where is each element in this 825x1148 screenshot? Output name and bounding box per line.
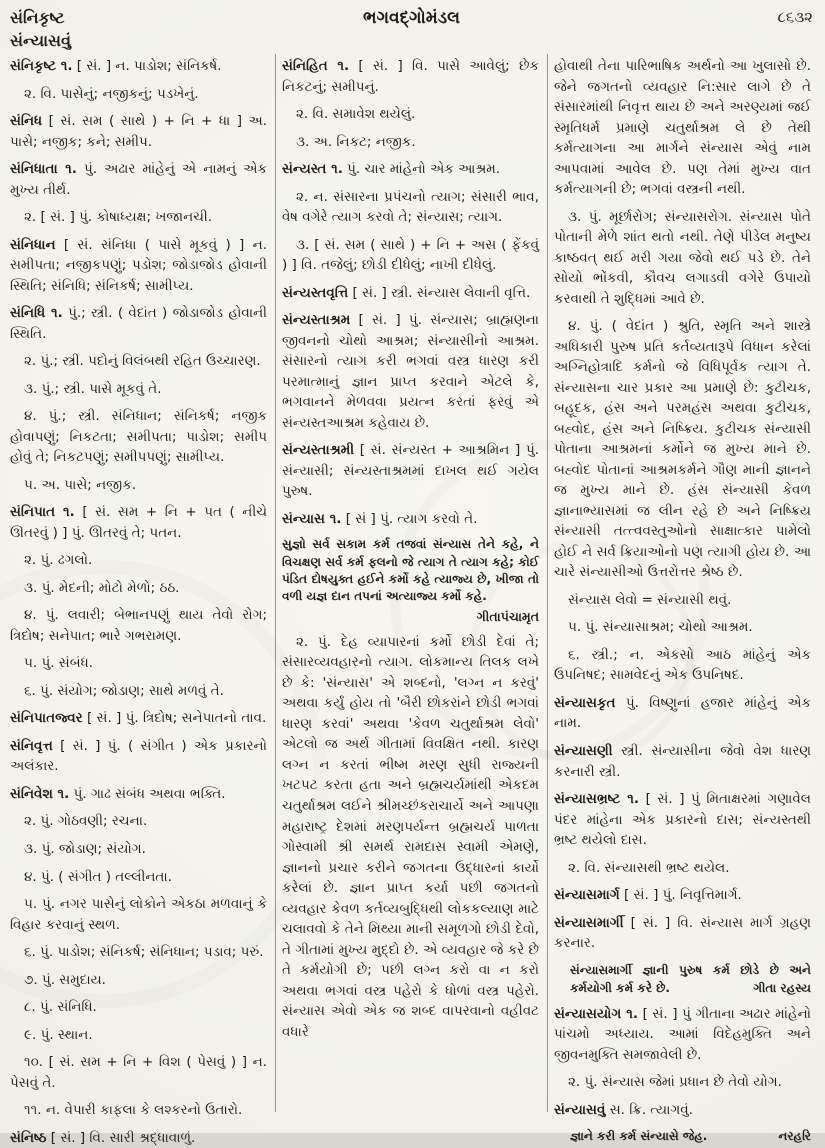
continuation-paragraph	[554, 56, 811, 200]
definition-text: ૩. પું. જોડાણ; સંયોગ.	[24, 840, 146, 857]
definition-text: ૩. અ. નિકટ; નજીક.	[296, 133, 416, 150]
headword: સંનિકૃષ્ટ ૧.	[10, 58, 73, 74]
headword: સંન્યાસભ્રષ્ટ ૧.	[554, 791, 639, 808]
headword: સંનિપાતજ્વર	[10, 710, 83, 727]
definition-text: ૨. વિ. સમાવેશ થયેલું.	[296, 106, 416, 123]
definition-text: [ સં. સંનિધા ( પાસે મૂકવું ) ] ન. સમીપતા; નજીકપણું; પડોશ; જોડાજોડ હોવાની સ્થિતિ; સંનિધિ; સંનિકર્ષ; સામીપ્ય.	[10, 236, 267, 294]
definition-text: ૧૧. ન. વેપારી કાફલા કે લશ્કરનો ઉતારો.	[24, 1102, 243, 1119]
dictionary-entry	[10, 159, 267, 200]
dictionary-entry	[282, 310, 539, 433]
sense-item	[282, 187, 539, 228]
sense-item	[10, 84, 267, 105]
headword: સંન્યસ્ત ૧.	[282, 161, 343, 178]
page-header	[0, 0, 825, 52]
headword: સંન્યાસકૃત	[554, 694, 616, 711]
inline-quote	[554, 1127, 811, 1145]
definition-text: ૨. વિ. પાસેનું; નજીકનું; પડખેનું.	[24, 85, 199, 102]
definition-text: જ્ઞાની પુરુષ કર્મ છોડે છે અને કર્મયોગી કર્મ કરે છે.	[570, 962, 811, 995]
dictionary-entry	[554, 1004, 811, 1066]
definition-text: ૨. પું. સંન્યાસ જેમાં પ્રધાન છે તેવો યોગ.	[568, 1074, 782, 1091]
verse-quote	[282, 536, 539, 606]
dictionary-entry	[282, 56, 539, 97]
definition-text: જ્ઞાને કરી કર્મ સંન્યાસે જેહ.	[570, 1129, 708, 1144]
headword: સંન્યાસમાર્ગી	[570, 962, 632, 977]
guide-word-first: સંનિકૃષ્ટ	[10, 8, 65, 27]
guide-words	[10, 6, 363, 52]
headword: સંન્યાસયોગ ૧.	[554, 1005, 639, 1022]
definition-text: ૨. ન. સંસારના પ્રપંચનો ત્યાગ; સંસારી ભાવ, વેષ વગેરે ત્યાગ કરવો તે; સંન્યાસ; ત્યાગ.	[282, 188, 539, 226]
book-title: ભગવદ્ગોમંડલ	[363, 8, 460, 28]
definition-text: ૩. પું.; સ્ત્રી. પાસે મૂકવું તે.	[24, 380, 162, 397]
guide-word-last: સંન્યાસવું	[10, 31, 71, 51]
sense-item	[10, 942, 267, 963]
dictionary-entry	[10, 502, 267, 543]
headword: સંનિષ્ઠ	[10, 1129, 47, 1146]
headword: સંનિહિત ૧.	[282, 58, 350, 74]
dictionary-entry	[554, 741, 811, 782]
dictionary-entry	[282, 440, 539, 502]
dictionary-entry	[282, 159, 539, 180]
definition-text: ૪. પું. લવારી; બેભાનપણું થાય તેવો રોગ; ત્રિદોષ; સનેપાત; ભારે ગભરામણ.	[10, 607, 267, 644]
definition-text: [ સં. સંન્યસ્ત + આશ્રમિન ] પું. સંન્યાસી; સંન્યસ્તાશ્રમમાં દાખલ થઈ ગયેલ પુરુષ.	[282, 442, 539, 500]
definition-text: ૨. પું. ગોઠવણી; રચના.	[24, 813, 148, 830]
headword: સંનિપાત ૧.	[10, 504, 75, 521]
sense-item	[10, 681, 267, 702]
headword: સંનિવેશ ૧.	[10, 785, 70, 802]
definition-text: સ્ત્રી. સંન્યાસીના જેવો વેશ ધારણ કરનારી સ્ત્રી.	[554, 742, 812, 780]
definition-text: ૨. [ સં. ] પું. કોષાધ્યક્ષ; ખજાનચી.	[24, 209, 213, 226]
definition-text: ૩. પું. મૂર્છારોગ; સંન્યાસરોગ. સંન્યાસ પોતે પોતાની મેળે શાંત થતો નથી. તેણે પીડેલ મનુષ્ય કાષ્ઠવત્ થઈ મરી ગયા જેવો થઈ પડે છે. તેને સોયો ભોંકવી, કૌવચ લગાડવી વગેરે ઉપાયો કરવાથી તે શુદ્ધિમાં આવે છે.	[554, 208, 811, 307]
text-columns	[0, 52, 825, 1146]
definition-text: સંન્યાસ લેવો = સંન્યાસી થવું.	[568, 591, 732, 608]
sense-item	[554, 1072, 811, 1093]
definition-text: પું.; સ્ત્રી. ( વેદાંત ) જોડાજોડ હોવાની સ્થિતિ.	[10, 305, 267, 342]
headword: સંન્યાસ ૧.	[282, 510, 342, 527]
citation-source: નરહરિ	[778, 1129, 811, 1144]
definition-text: ૫. અ. પાસે; નજીક.	[24, 476, 137, 493]
sense-item	[282, 132, 539, 153]
sense-item	[10, 1100, 267, 1121]
dictionary-entry	[554, 789, 811, 851]
idiom-line	[554, 590, 811, 611]
definition-text: સુજ્ઞો સર્વ સકામ કર્મ તજવાં સંન્યાસ તેને કહે, ને વિચક્ષણ સર્વ કર્મ ફલનો જે ત્યાગ તે ત્યાગ કહે; કોઈ પંડિત દોષયુક્ત હઈને કર્મો કહે ત્યાજ્ય છે, ખીજા તો વળી યજ્ઞ દાન તપનાં અત્યાજ્ય કર્મો કહે.	[282, 537, 539, 604]
sense-item	[10, 653, 267, 674]
sense-item	[554, 316, 811, 583]
headword: સંન્યાસણી	[554, 742, 613, 759]
headword: સંન્યસ્તવૃત્તિ	[282, 284, 349, 301]
definition-text: [ સં. ] પું. નિવૃત્તિમાર્ગ.	[624, 887, 742, 904]
headword: સંન્યાસમાર્ગ	[554, 887, 620, 904]
sense-item	[10, 605, 267, 646]
headword: સંન્યસ્તાશ્રમી	[282, 442, 355, 459]
definition-text: ૨. પું. દેહ વ્યાપારનાં કર્મો છોડી દેવાં તે; સંસારવ્યવહારનો ત્યાગ. લોકમાન્ય તિલક લખે છે કે: 'સંન્યાસ' એ શબ્દનો, 'લગ્ન ન કરવું' અથવા કર્યું હોય તો 'બૈરી છોકરાંને છોડી ભગવાં ધારણ કરવાં' અથવા 'કેવળ ચતુર્થાશ્રમ લેવો' એટલો જ અર્થ ગીતામાં વિવક્ષિત નથી. કારણ લગ્ન ન કરતાં ભીષ્મ મરણ સુધી રાજ્યની ખટપટ કરતા હતા અને બ્રહ્મચર્યમાંથી એકદમ ચતુર્થાશ્રમ લઈને શ્રીમચ્છંકરાચાર્યે અને આપણા મહારાષ્ટ્ર દેશમાં મરણપર્યન્ત બ્રહ્મચર્ય પાળતા ગોસ્વામી શ્રી સમર્થ રામદાસ સ્વામી એમણે, જ્ઞાનનો પ્રચાર કરીને જગતના ઉદ્ધારનાં કાર્યો કરેલાં છે. જ્ઞાન પ્રાપ્ત કર્યા પછી જગતનો વ્યવહાર કેવળ કર્તવ્યબુદ્ધિથી લોકકલ્યાણ માટે ચલાવવો કે તેને મિથ્યા માની સમૂળગો છોડી દેવો, તે ગીતામાં મુખ્ય મુદ્દો છે. એ વ્યવહાર જે કરે છે તે કર્મયોગી છે; પછી લગ્ન કરો વા ન કરો અથવા ભગવાં વસ્ત્ર પહેરો કે ધોળાં વસ્ત્ર પહેરો. સંન્યાસ એવો એક જ શબ્દ વાપરવાનો વહીવટ વધારે	[282, 633, 539, 1040]
headword: સંનિધ	[10, 113, 43, 130]
column-3	[547, 54, 819, 1144]
dictionary-entry	[282, 509, 539, 530]
sense-item	[10, 550, 267, 571]
column-1	[4, 54, 275, 1146]
headword: સંન્યસ્તાશ્રમ	[282, 312, 351, 329]
definition-text: ૩. [ સં. સમ ( સાથે ) + નિ + અસ ( ફેંકવું ) ] વિ. તજેલું; છોડી દીધેલું; નાખી દીધેલું.	[282, 236, 539, 274]
sense-item	[10, 578, 267, 599]
definition-text: ૬. પું. પાડોશ; સંનિકર્ષ; સંનિધાન; પડાવ; પરું.	[24, 944, 264, 961]
definition-text: સ. ક્રિ. ત્યાગવું.	[609, 1101, 693, 1118]
sense-item	[10, 997, 267, 1018]
definition-text: ૨. પું. ઢગલો.	[24, 552, 93, 569]
sense-item	[10, 406, 267, 468]
sense-item	[10, 894, 267, 935]
column-2	[275, 54, 547, 1112]
page-number: ૮૬૩૨	[777, 8, 813, 26]
dictionary-entry	[282, 283, 539, 304]
dictionary-entry	[10, 56, 267, 77]
dictionary-entry	[10, 736, 267, 777]
sense-item	[554, 645, 811, 686]
definition-text: [ સં. ] સ્ત્રી. સંન્યાસ લેવાની વૃત્તિ.	[352, 284, 531, 301]
sense-item	[282, 632, 539, 1042]
definition-text: [ સં. ] પું ગીતાના અઢાર માંહેનો પાંચમો અધ્યાય. આમાં વિદેહમુક્તિ અને જીવનમુક્તિ સમજાવેલી છે.	[554, 1005, 811, 1063]
sense-item	[554, 207, 811, 310]
headword: સંન્યાસવું	[554, 1101, 606, 1118]
dictionary-entry	[10, 303, 267, 344]
headword: સંનિવૃત્ત	[10, 737, 53, 754]
sense-item	[10, 1025, 267, 1046]
citation-line	[282, 607, 539, 626]
dictionary-entry	[10, 784, 267, 805]
sense-item	[282, 235, 539, 276]
definition-text: પું. ગાઢ સંબંધ અથવા ભક્તિ.	[73, 785, 226, 802]
definition-text: હોવાથી તેના પારિભાષિક અર્થનો આ ખુલાસો છે. જેને જગતનો વ્યવહાર નિ:સાર લાગે છે તે સંસારમાંથી નિવૃત્ત થાય છે અને અરણ્યમાં જઈ સ્મૃતિધર્મ પ્રમાણે ચતુર્થાશ્રમ લે છે તેથી કર્મત્યાગના આ માર્ગને સંન્યાસ એવું નામ આપવામાં આવેલ છે. પણ તેમાં મુખ્ય વાત કર્મત્યાગની છે; ભગવાં વસ્ત્રની નથી.	[554, 58, 811, 198]
inline-quote	[554, 961, 811, 997]
definition-text: [ સં. ] પું મિતાક્ષરમાં ગણાવેલ પંદર માંહેના એક પ્રકારનો દાસ; સંન્યસ્તથી ભ્રષ્ટ થયેલો દાસ.	[554, 791, 811, 849]
definition-text: [ સં. ] વિ. પાસે આવેલું; છેક નિકટનું; સમીપનું.	[282, 58, 539, 95]
definition-text: ૯. પું. સ્થાન.	[24, 1026, 93, 1043]
sense-item	[10, 867, 267, 888]
sense-item	[10, 475, 267, 496]
definition-text: ૭. પું. સમુદાય.	[24, 971, 106, 988]
definition-text: ૧૦. [ સં. સમ + નિ + વિશ ( પેસવું ) ] ન. પેસવું તે.	[10, 1054, 267, 1091]
definition-text: ૩. પું. મેદની; મોટો મેળો; ઠઠ.	[24, 579, 180, 596]
definition-text: પું. અઢાર માંહેનું એ નામનું એક મુખ્ય તીર્થ.	[10, 161, 268, 198]
sense-item	[554, 617, 811, 638]
sense-item	[554, 858, 811, 879]
definition-text: [ સં. ] વિ. સારી શ્રદ્ધાવાળું.	[50, 1129, 196, 1146]
sense-item	[10, 811, 267, 832]
sense-item	[10, 1052, 267, 1093]
headword: સંનિધાતા ૧.	[10, 161, 77, 178]
sense-item	[10, 839, 267, 860]
citation-source: ગીતા રહસ્ય	[753, 980, 811, 995]
definition-text: ૨. વિ. સંન્યાસથી ભ્રષ્ટ થયેલ.	[568, 859, 730, 876]
headword: સંન્યાસમાર્ગી	[554, 914, 624, 931]
definition-text: ૪. પું. ( સંગીત ) તલ્લીનતા.	[24, 868, 172, 885]
definition-text: ૪. પું. ( વેદાંત ) શ્રુતિ, સ્મૃતિ અને શાસ્ત્રે અધિકારી પુરુષ પ્રતિ કર્તવ્યતારૂપે વિધાન કરેલાં અગ્નિહોત્રાદિ કર્મનો જે વિધિપૂર્વક ત્યાગ તે. સંન્યાસના ચાર પ્રકાર આ પ્રમાણે છે: કુટીચક, બહૂદક, હંસ અને પરમહંસ અથવા કુટીચક, બહ્વોદ, હંસ અને નિષ્ક્રિય. કુટીચક સંન્યાસી પોતાના આશ્રમનાં કર્મોને જ મુખ્ય માને છે. બહ્વોદ પોતાનાં આશ્રમકર્મને ગૌણ માની જ્ઞાનને જ મુખ્ય માને છે. હંસ સંન્યાસી કેવળ જ્ઞાનાભ્યાસમાં જ લીન રહે છે અને નિષ્ક્રિય સંન્યાસી તત્ત્વવસ્તુઓનો સાક્ષાત્કાર પામેલો હોઈ ને સર્વ ક્રિયાઓનો પણ ત્યાગી હોય છે. આ ચારે સંન્યાસીઓ ઉત્તરોત્તર શ્રેષ્ઠ છે.	[554, 318, 811, 581]
definition-text: ૬. પું. સંયોગ; જોડાણ; સાથે મળવું તે.	[24, 682, 224, 699]
definition-text: પું. ચાર માંહેનો એક આશ્રમ.	[347, 161, 501, 178]
definition-text: પું. વિષ્ણુનાં હજાર માંહેનું એક નામ.	[554, 694, 811, 732]
dictionary-entry	[554, 885, 811, 906]
definition-text: ૬. સ્ત્રી.; ન. એકસો આઠ માંહેનું એક ઉપનિષદ; સામવેદનું એક ઉપનિષદ.	[554, 646, 811, 684]
definition-text: [ સં. સમ + નિ + પત ( નીચે ઊતરવું ) ] પું. ઊતરવું તે; પતન.	[10, 504, 268, 541]
dictionary-entry	[10, 1128, 267, 1148]
dictionary-entry	[554, 693, 811, 734]
definition-text: [ સં. ] ન. પાડોશ; સંનિકર્ષ.	[76, 58, 222, 74]
sense-item	[10, 207, 267, 228]
dictionary-entry	[10, 235, 267, 297]
headword: સંનિધાન	[10, 236, 56, 253]
dictionary-entry	[10, 708, 267, 729]
sense-item	[10, 970, 267, 991]
definition-text: [ સં ] પું. ત્યાગ કરવો તે.	[345, 510, 478, 527]
dictionary-entry	[554, 1100, 811, 1121]
definition-text: ગીતાપંચામૃત	[476, 608, 539, 624]
definition-text: [ સં. ] પું. ( સંગીત ) એક પ્રકારનો અલંકાર.	[10, 737, 267, 775]
definition-text: ૫. પું. સંન્યાસાશ્રમ; ચોથો આશ્રમ.	[568, 619, 753, 636]
definition-text: ૫. પું. સંબંધ.	[24, 655, 93, 672]
definition-text: ૫. પું. નગર પાસેનું લોકોને એકઠા મળવાનું કે વિહાર કરવાનું સ્થળ.	[10, 896, 267, 933]
definition-text: [ સં. ] પું. સંન્યાસ; બ્રાહ્મણના જીવનનો ચોથો આશ્રમ; સંન્યાસીનો આશ્રમ. સંસારનો ત્યાગ કરી ભગવાં વસ્ત્ર ધારણ કરી પરમાત્માનું જ્ઞાન પ્રાપ્ત કરવાને એટલે કે, ભગવાનને મેળવવા પ્રયત્ન કરતાં ફરવું એ સંન્યસ્તઆશ્રમ કહેવાય છે.	[282, 312, 539, 431]
dictionary-entry	[10, 111, 267, 152]
definition-text: ૨. પું.; સ્ત્રી. પદોનું વિલંબથી રહિત ઉચ્ચારણ.	[24, 353, 261, 370]
sense-item	[10, 351, 267, 372]
definition-text: [ સં. ] વિ. સંન્યાસ માર્ગ ગ્રહણ કરનાર.	[554, 914, 811, 952]
sense-item	[10, 379, 267, 400]
headword: સંનિધિ ૧.	[10, 305, 63, 322]
definition-text: ૪. પું.; સ્ત્રી. સંનિધાન; સંનિકર્ષ; નજીક હોવાપણું; નિકટતા; સમીપતા; પાડોશ; સમીપ હોવું તે; નિકટપણું; સમીપપણું; સામીપ્ય.	[10, 408, 267, 466]
sense-item	[282, 104, 539, 125]
definition-text: ૮. પું. સંનિધિ.	[24, 999, 97, 1016]
definition-text: [ સં. સમ ( સાથે ) + નિ + ધા ] અ. પાસે; નજીક; કને; સમીપ.	[10, 113, 267, 150]
dictionary-entry	[554, 913, 811, 954]
definition-text: [ સં. ] પું. ત્રિદોષ; સનેપાતનો તાવ.	[86, 710, 267, 727]
